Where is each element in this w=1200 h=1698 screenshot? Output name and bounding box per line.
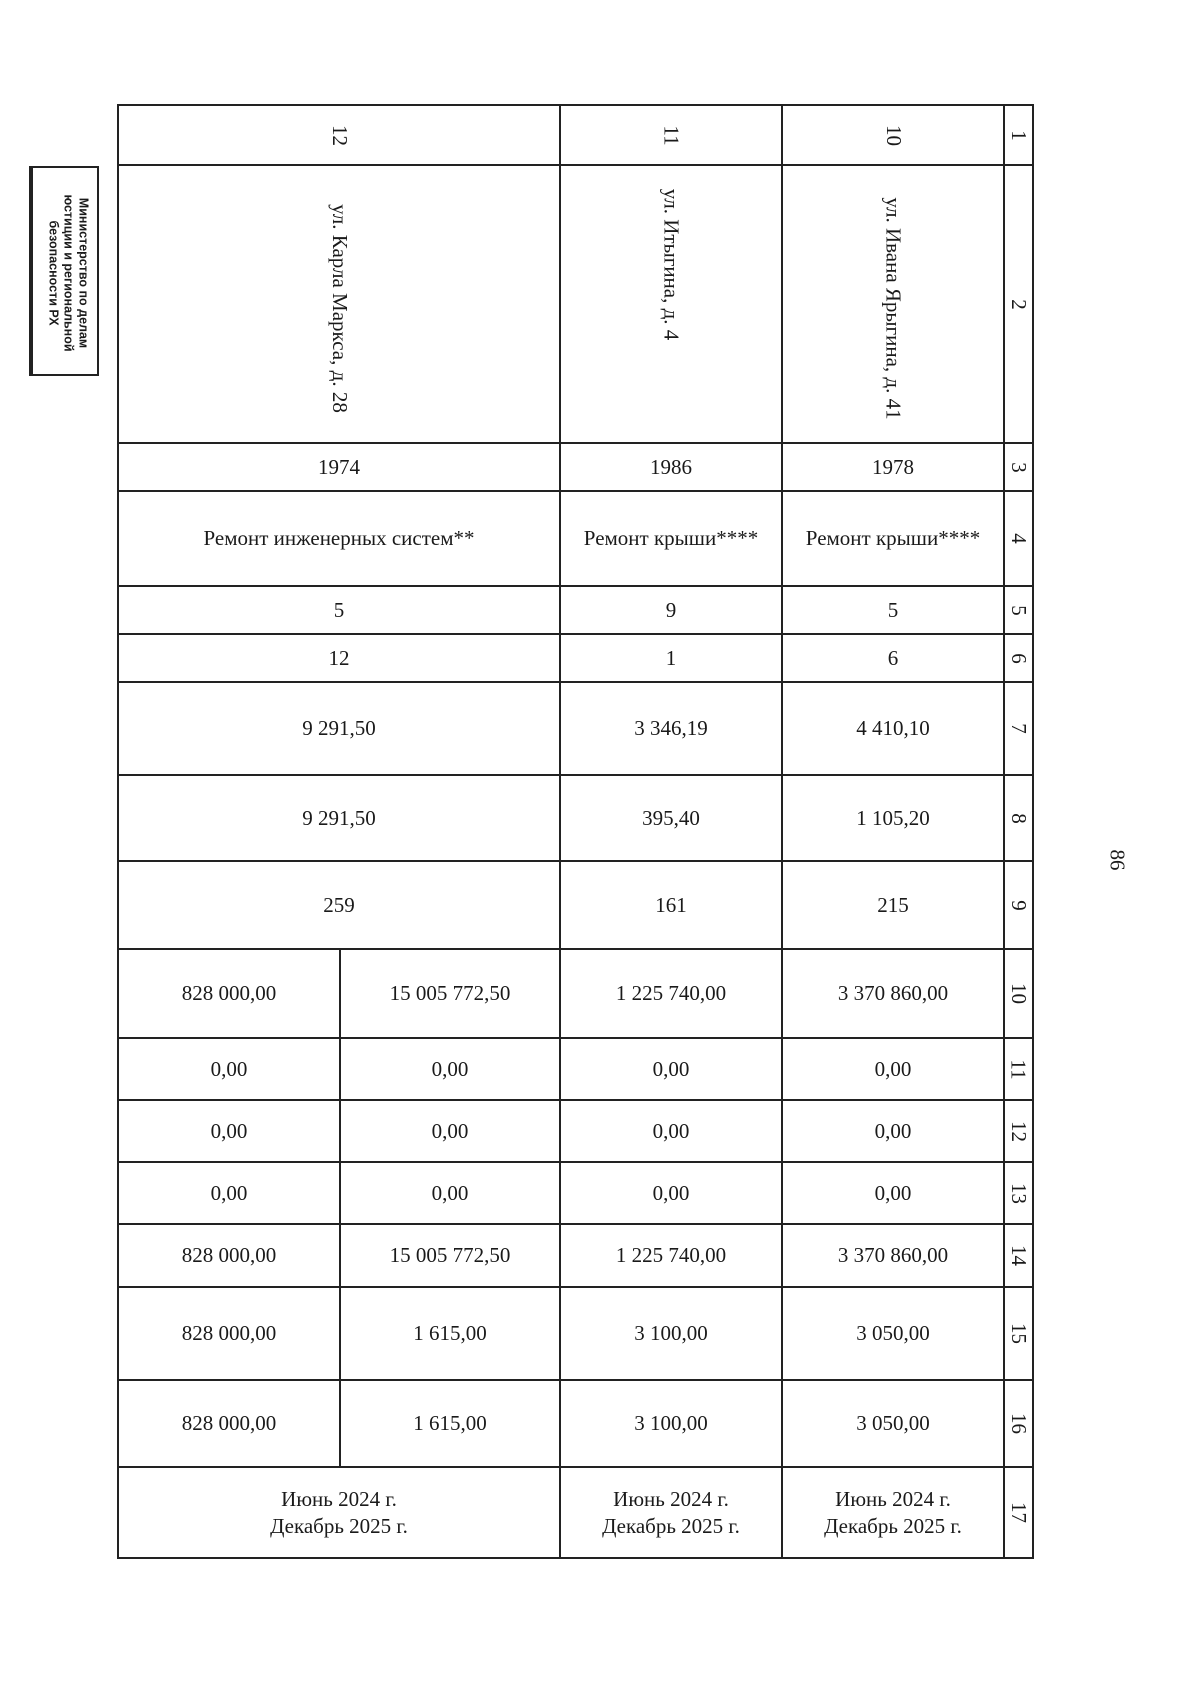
column-number: 13: [1007, 1182, 1031, 1204]
column-number: 9: [1007, 899, 1031, 911]
date-end: Декабрь 2025 г.: [824, 1513, 962, 1538]
build-year: 1986: [650, 454, 692, 479]
cost-total: 15 005 772,50: [389, 981, 511, 1005]
cost-col-14: 3 370 860,00: [837, 1243, 949, 1267]
work-period: [561, 1468, 781, 1557]
stamp: [29, 166, 99, 376]
cost-col-15: 3 100,00: [634, 1321, 708, 1345]
cost-col-11: 0,00: [652, 1056, 690, 1081]
entrances: 6: [887, 645, 899, 670]
address: ул. Ивана Ярыгина, д. 41: [881, 197, 906, 420]
column-number: 4: [1007, 533, 1031, 544]
residents: 259: [323, 892, 355, 917]
cost-col-14: 15 005 772,50: [389, 1243, 511, 1267]
column-number: 6: [1007, 652, 1031, 664]
row-number: 11: [659, 124, 684, 146]
work-period: [783, 1468, 1003, 1557]
date-end: Декабрь 2025 г.: [270, 1513, 408, 1538]
column-number: 12: [1007, 1120, 1031, 1142]
floors: 5: [887, 597, 899, 622]
stamp-line: Министерство по делам: [76, 197, 91, 349]
cost-col-16-alt: 828 000,00: [181, 1411, 277, 1435]
floors: 5: [333, 597, 345, 622]
repair-area: 9 291,50: [302, 805, 376, 830]
residents: 161: [655, 892, 687, 917]
cost-col-14-alt: 828 000,00: [181, 1243, 277, 1267]
column-number: 5: [1007, 604, 1031, 616]
date-start: Июнь 2024 г.: [281, 1486, 397, 1511]
cost-total: 3 370 860,00: [837, 981, 949, 1005]
cost-col-13: 0,00: [874, 1180, 912, 1205]
cost-col-16: 3 050,00: [856, 1411, 930, 1435]
repair-area: 395,40: [642, 805, 700, 830]
cost-col-13: 0,00: [652, 1180, 690, 1205]
cost-col-11: 0,00: [431, 1056, 469, 1081]
residents: 215: [877, 892, 909, 917]
build-year: 1978: [872, 454, 914, 479]
date-start: Июнь 2024 г.: [613, 1486, 729, 1511]
work-type: Ремонт крыши****: [805, 526, 981, 550]
cost-col-14: 1 225 740,00: [615, 1243, 727, 1267]
column-number: 11: [1006, 1058, 1031, 1080]
cost-total-alt: 828 000,00: [181, 981, 277, 1005]
column-number: 10: [1007, 983, 1031, 1004]
page-number: 86: [1105, 849, 1130, 871]
cost-col-12: 0,00: [431, 1118, 469, 1143]
cost-col-15: 3 050,00: [856, 1321, 930, 1345]
work-period: [119, 1468, 559, 1557]
stamp-line: юстиции и региональной: [61, 194, 76, 352]
work-type: Ремонт инженерных систем**: [203, 526, 475, 550]
cost-col-11: 0,00: [874, 1056, 912, 1081]
work-type: Ремонт крыши****: [583, 526, 759, 550]
cost-col-12-alt: 0,00: [210, 1118, 248, 1143]
total-area: 4 410,10: [856, 716, 930, 740]
cost-col-13-alt: 0,00: [210, 1180, 248, 1205]
cost-col-11-alt: 0,00: [210, 1056, 248, 1081]
row-number: 10: [881, 124, 906, 146]
column-number: 8: [1007, 812, 1031, 824]
cost-col-15: 1 615,00: [413, 1321, 487, 1345]
cost-col-12: 0,00: [652, 1118, 690, 1143]
column-number: 2: [1007, 298, 1031, 310]
address: ул. Карла Маркса, д. 28: [327, 204, 352, 413]
row-number: 12: [327, 124, 352, 146]
date-end: Декабрь 2025 г.: [602, 1513, 740, 1538]
entrances: 1: [665, 645, 677, 670]
column-number: 14: [1007, 1245, 1031, 1266]
build-year: 1974: [318, 454, 360, 479]
cost-col-12: 0,00: [874, 1118, 912, 1143]
entrances: 12: [328, 645, 350, 670]
floors: 9: [665, 597, 677, 622]
stamp-text: [46, 170, 91, 376]
column-number: 15: [1007, 1323, 1031, 1344]
column-number: 17: [1007, 1502, 1031, 1523]
column-number: 7: [1007, 723, 1031, 734]
repair-area: 1 105,20: [856, 805, 930, 830]
total-area: 9 291,50: [302, 716, 376, 740]
address: ул. Итыгина, д. 4: [659, 188, 684, 341]
cost-total: 1 225 740,00: [615, 981, 727, 1005]
column-number: 3: [1007, 461, 1031, 473]
stamp-line: безопасности РХ: [46, 220, 61, 326]
date-start: Июнь 2024 г.: [835, 1486, 951, 1511]
cost-col-16: 1 615,00: [413, 1411, 487, 1435]
total-area: 3 346,19: [634, 716, 708, 740]
column-number: 16: [1007, 1413, 1031, 1434]
cost-col-15-alt: 828 000,00: [181, 1321, 277, 1345]
cost-col-13: 0,00: [431, 1180, 469, 1205]
column-number: 1: [1007, 129, 1031, 141]
cost-col-16: 3 100,00: [634, 1411, 708, 1435]
